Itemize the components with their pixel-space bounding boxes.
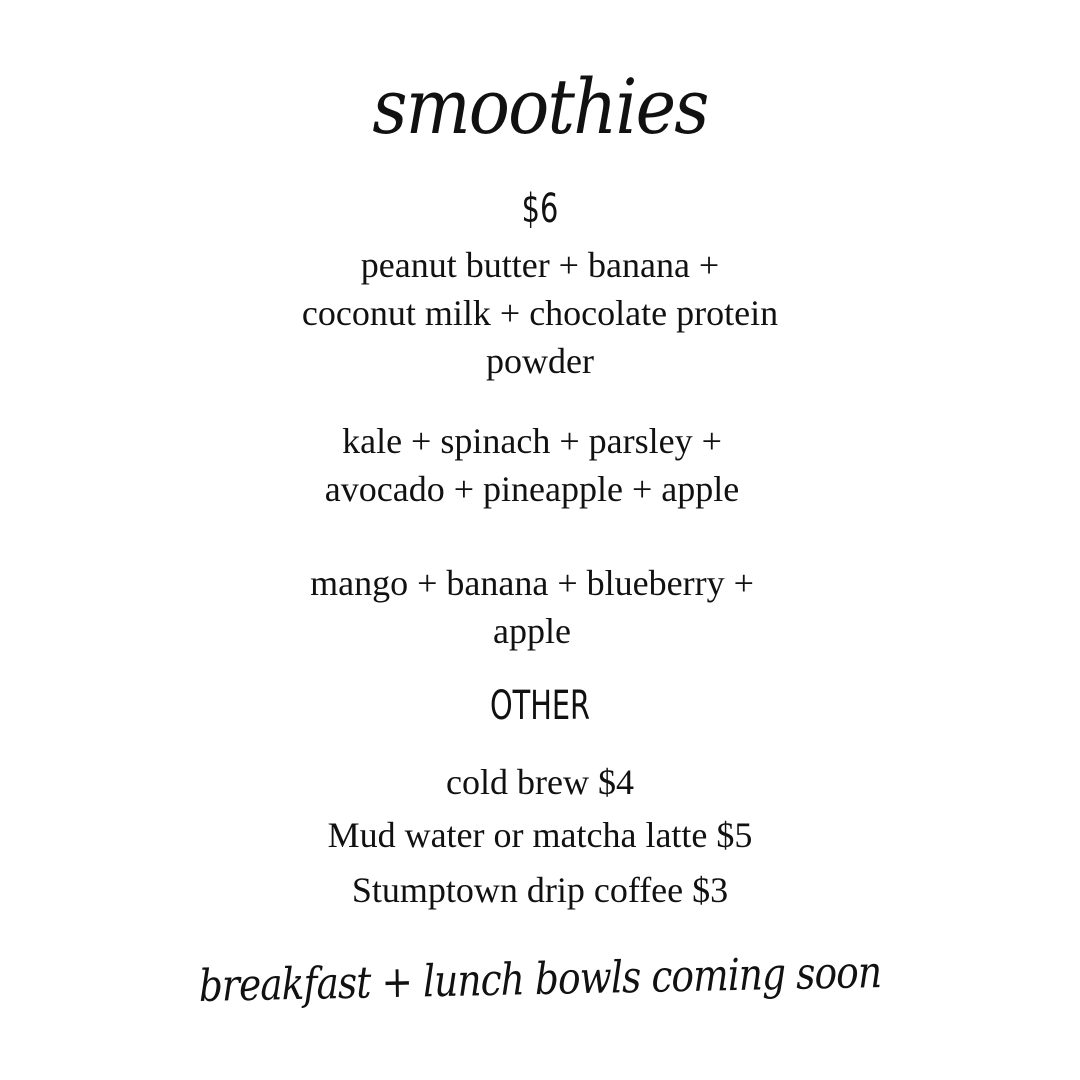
footer-note: breakfast + lunch bowls coming soon bbox=[198, 946, 882, 1013]
item-line: kale + spinach + parsley + bbox=[342, 421, 722, 461]
other-item: Mud water or matcha latte $5 bbox=[327, 815, 753, 855]
item-line: peanut butter + banana + bbox=[360, 245, 720, 285]
other-item: cold brew $4 bbox=[446, 762, 634, 802]
smoothie-item bbox=[232, 559, 832, 655]
other-item: Stumptown drip coffee $3 bbox=[351, 870, 729, 910]
item-line: powder bbox=[486, 341, 594, 381]
smoothie-item bbox=[232, 417, 832, 513]
other-heading: OTHER bbox=[489, 683, 591, 729]
item-line: avocado + pineapple + apple bbox=[324, 469, 740, 509]
item-line: coconut milk + chocolate protein bbox=[301, 293, 779, 333]
price-heading: $6 bbox=[521, 186, 559, 232]
item-line: apple bbox=[493, 611, 571, 651]
item-line: mango + banana + blueberry + bbox=[310, 563, 754, 603]
menu-title: smoothies bbox=[372, 62, 708, 151]
smoothie-item bbox=[240, 241, 840, 385]
